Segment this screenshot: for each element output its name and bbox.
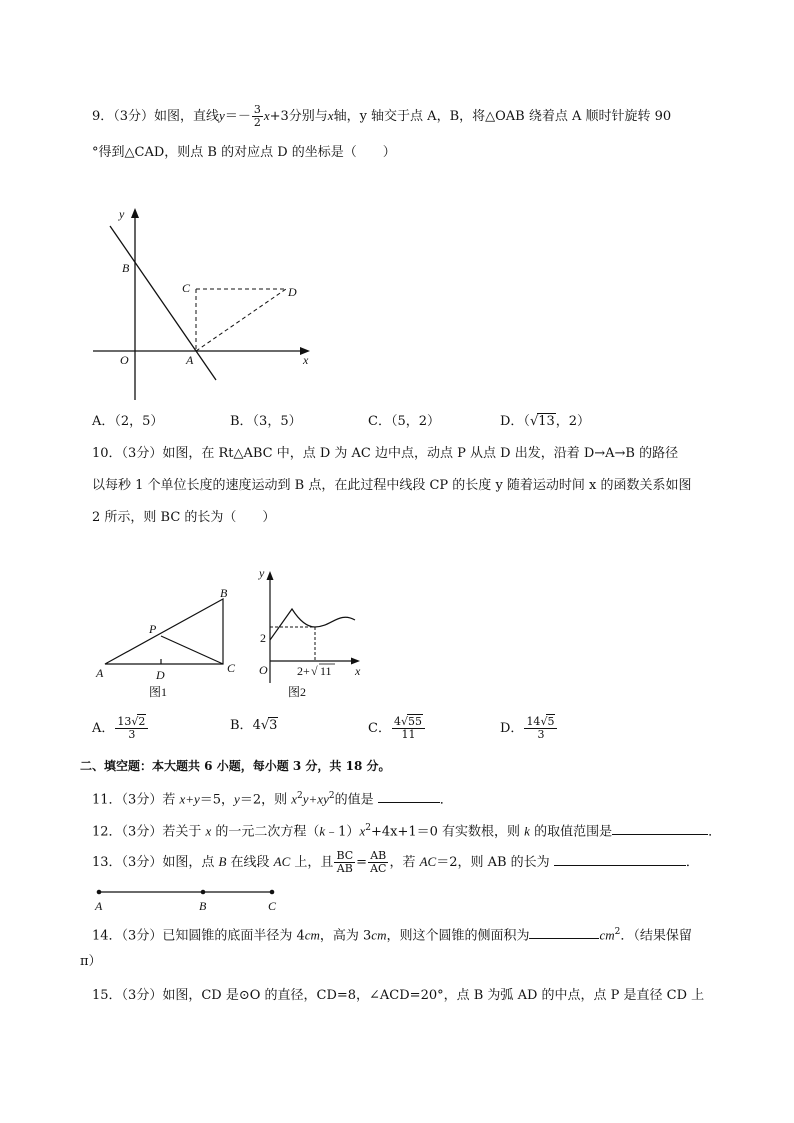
q10-option-d-radicand: 5 (547, 715, 555, 728)
q13-figure (92, 884, 282, 914)
q12-k2: k (524, 823, 530, 839)
q13-mid2: 上，且 (290, 855, 334, 870)
q12-mid: 的一元二次方程（ (211, 824, 320, 840)
q10-option-a-den: 3 (128, 728, 136, 741)
q10-fig2-label-x: x (355, 664, 361, 678)
q10-fig2-label-2: 2 (260, 631, 266, 645)
q9-option-d[interactable] (500, 412, 590, 432)
q10-figure2 (255, 565, 370, 705)
q9-eq-x: x (263, 108, 270, 123)
sqrt-icon: √ (540, 715, 548, 728)
q10-option-a-label: A． (92, 721, 115, 736)
q11-expr3b: y+xy (302, 791, 329, 807)
q14-sup: 2 (614, 927, 621, 937)
q11-mid1: ＝5， (199, 792, 235, 808)
q9-option-d-suffix: ，2） (555, 414, 591, 429)
q13-f2-num: AB (370, 849, 387, 862)
q11-pre: 11．（3分）若 (92, 792, 180, 808)
q10-stem-line2: 以每秒 1 个单位长度的速度运动到 B 点，在此过程中线段 CP 的长度 y 随着运动时间 x 的函数关系如图 (92, 478, 692, 493)
q13-f1-den: AB (336, 862, 353, 875)
q10-stem-line3: 2 所示，则 BC 的长为（ ） (92, 510, 276, 525)
q9-label-x: x (303, 353, 309, 367)
q10-option-a-num-coef: 13 (117, 715, 132, 728)
q10-fig2-label-y: y (259, 566, 265, 580)
sqrt-icon: √ (260, 718, 270, 733)
q11-sup1: 2 (297, 791, 303, 801)
q15-stem-line1: 15．（3分）如图，CD 是⊙O 的直径，CD=8，∠ACD=20°，点 B 为弧 AD 的中点，点 P 是直径 CD 上 (92, 988, 705, 1003)
q11-expr2: y (234, 791, 240, 807)
q13-end: ． (685, 855, 699, 870)
q9-figure (90, 200, 320, 405)
q12-end: ． (708, 824, 722, 840)
q13-eq: = (356, 855, 368, 870)
q12-pre: 12．（3分）若关于 (92, 824, 206, 840)
q11-expr1: x+y (179, 791, 200, 807)
sqrt-icon: √ (311, 664, 318, 678)
q13-fraction-1 (334, 850, 355, 875)
section-2-heading: 二、填空题：本大题共 6 小题，每小题 3 分，共 18 分。 (80, 759, 391, 773)
q10-fig1-label-C: C (227, 661, 236, 675)
q10-option-c-fraction (392, 716, 425, 741)
q13-mid4: ＝2，则 AB 的长为 (436, 855, 550, 870)
sqrt-icon: √ (400, 715, 408, 728)
q13-B: B (218, 854, 227, 869)
q10-fig1-label-A: A (96, 666, 104, 680)
q13-pre: 13．（3分）如图，点 (92, 855, 219, 870)
q10-option-c-label: C． (368, 721, 391, 736)
q11-end: ． (439, 792, 453, 808)
q10-option-b-label: B． (230, 718, 253, 733)
q14-post: ．（结果保留 (620, 928, 692, 944)
q13-mid3: ，若 (389, 855, 420, 870)
q10-fig1-label-P: P (149, 622, 157, 636)
q12-post: 的取值范围是 (529, 824, 613, 840)
q13-label-A: A (95, 899, 103, 913)
q10-fig1-label-D: D (156, 668, 165, 682)
q9-stem-line1 (92, 104, 671, 129)
q10-fig1-label-B: B (220, 586, 228, 600)
q9-number: 9．（3分）如图，直线 (92, 109, 220, 124)
sqrt-icon: √ (131, 715, 139, 728)
q10-option-b-radicand: 3 (269, 718, 278, 733)
q11-answer-blank[interactable] (378, 790, 440, 803)
q9-x-axis-text: x (327, 108, 334, 123)
q10-option-d-num-coef: 14 (526, 715, 541, 728)
q14-cm1: cm (304, 927, 320, 943)
q14-cm2: cm (371, 927, 387, 943)
q10-fig2-caption: 图2 (288, 685, 307, 699)
q11-post: 的值是 (334, 792, 374, 808)
q9-frac-den: 2 (253, 116, 261, 129)
q10-figure1 (92, 585, 242, 700)
q10-option-c-den: 11 (401, 728, 416, 741)
q11-expr3a: x (291, 791, 298, 807)
q12-x: x (205, 823, 212, 839)
q9-label-A: A (186, 353, 194, 367)
q9-frac-num: 3 (253, 103, 261, 116)
q13-label-C: C (268, 899, 277, 913)
q14-answer-blank[interactable] (529, 926, 599, 939)
q10-fig2-tick-radicand: 11 (320, 664, 332, 678)
q10-fig2-tick-prefix: 2+ (297, 664, 310, 678)
q9-option-d-prefix: D．（ (500, 414, 530, 429)
q9-label-D: D (288, 285, 297, 299)
q13-answer-blank[interactable] (554, 853, 686, 866)
q9-option-a[interactable]: A．（2，5） (92, 414, 164, 429)
q13-AC: AC (273, 854, 291, 869)
q10-fig2-label-O: O (259, 663, 268, 677)
q11-stem (92, 786, 453, 810)
q12-mid3: +4x+1＝0 有实数根，则 (370, 824, 525, 840)
q10-option-d-label: D． (500, 721, 524, 736)
q9-label-C: C (182, 281, 191, 295)
q9-fraction (252, 104, 263, 129)
q9-eq-rest: +3分别与 (269, 109, 328, 124)
q12-sup: 2 (365, 823, 371, 833)
q9-label-B: B (122, 261, 130, 275)
q14-stem-line1 (92, 922, 692, 946)
q10-option-d-den: 3 (537, 728, 545, 741)
q10-option-d[interactable] (500, 716, 558, 741)
q14-mid2: ，则这个圆锥的侧面积为 (386, 928, 530, 944)
q14-mid: ，高为 3 (319, 928, 372, 944)
q9-stem-rest: 轴，y 轴交于点 A，B，将△OAB 绕着点 A 顺时针旋转 90 (333, 109, 672, 124)
q10-option-b[interactable] (230, 716, 278, 736)
q14-stem-line2: π） (80, 954, 102, 969)
q13-AC2: AC (419, 854, 437, 869)
q13-label-B: B (199, 899, 207, 913)
q10-fig1-caption: 图1 (149, 685, 168, 699)
q9-label-y: y (119, 207, 125, 221)
q9-option-c[interactable]: C．（5，2） (368, 414, 440, 429)
q13-f1-num: BC (336, 849, 354, 862)
q13-stem (92, 850, 699, 875)
q13-mid: 在线段 (226, 855, 274, 870)
q10-option-a-radicand: 2 (138, 715, 146, 728)
q10-option-d-fraction (524, 716, 557, 741)
q9-eq-y: y (219, 108, 225, 123)
q10-option-b-coef: 4 (252, 718, 261, 733)
q12-k: k (319, 823, 326, 839)
q9-eq-sign: ＝－ (224, 109, 251, 124)
q9-stem-line2: °得到△CAD，则点 B 的对应点 D 的坐标是（ ） (92, 145, 396, 160)
q10-option-c-num-coef: 4 (393, 715, 401, 728)
q11-sup2: 2 (328, 791, 335, 801)
q12-stem (92, 818, 721, 842)
q10-option-c[interactable] (368, 716, 426, 741)
q10-option-a[interactable] (92, 716, 149, 741)
q11-mid2: ＝2，则 (239, 792, 292, 808)
q12-mid2: ﹣1） (325, 824, 360, 840)
q9-option-b[interactable]: B．（3，5） (230, 414, 302, 429)
q10-option-c-radicand: 55 (407, 715, 422, 728)
q10-stem-line1: 10．（3分）如图，在 Rt△ABC 中，点 D 为 AC 边中点，动点 P 从点 D 出发，沿着 D→A→B 的路径 (92, 446, 679, 461)
q13-f2-den: AC (370, 862, 387, 875)
sqrt-icon: √ (529, 414, 539, 429)
q12-answer-blank[interactable] (612, 822, 708, 835)
q13-fraction-2 (368, 850, 388, 875)
q10-option-a-fraction (115, 716, 148, 741)
q14-cm3: cm (599, 927, 615, 943)
q14-pre: 14．（3分）已知圆锥的底面半径为 4 (92, 928, 305, 944)
q12-x2: x (359, 823, 366, 839)
q9-label-O: O (120, 353, 129, 367)
q9-option-d-radicand: 13 (538, 414, 555, 429)
